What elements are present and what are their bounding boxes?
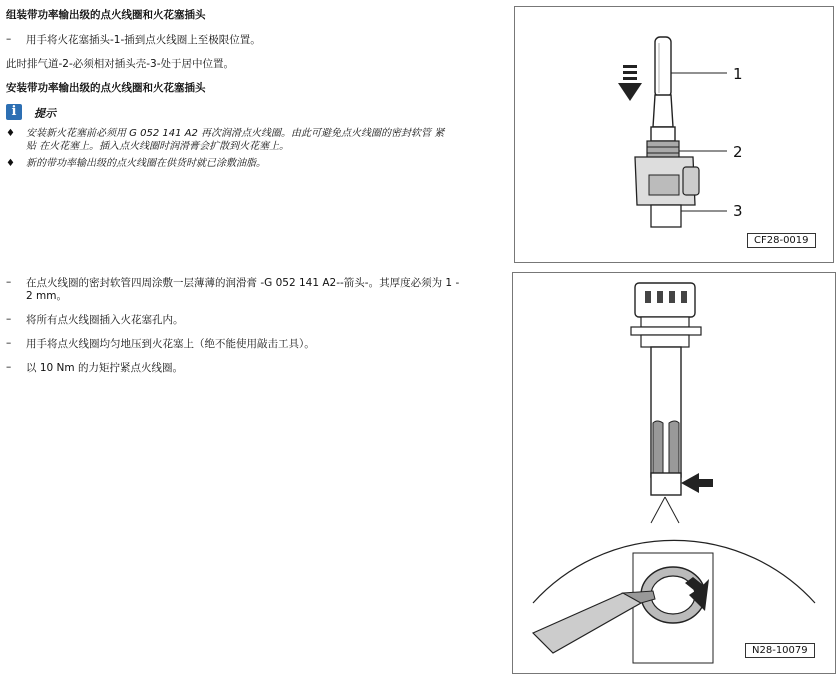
figure-grease-coil (512, 272, 836, 674)
note-label: 提示 (34, 107, 56, 120)
dash-marker: – (6, 313, 12, 325)
coil-plug-drawing (515, 7, 833, 262)
grease-coil-drawing (513, 273, 835, 673)
step-insert-plug: 用手将火花塞插头-1-插到点火线圈上至极限位置。 (26, 34, 261, 46)
figure-code-label: CF28-0019 (747, 233, 816, 248)
section-heading-assemble: 组装带功率输出级的点火线圈和火花塞插头 (6, 9, 206, 21)
callout-1: 1 (733, 65, 743, 83)
bullet-marker: ♦ (6, 158, 15, 169)
step-exhaust-centered: 此时排气道-2-必须相对插头壳-3-处于居中位置。 (6, 58, 235, 70)
figure-coil-plug (514, 6, 834, 263)
step-torque: 以 10 Nm 的力矩拧紧点火线圈。 (26, 362, 183, 374)
note-text-line2: 贴 在火花塞上。插入点火线圈时润滑膏会扩散到火花塞上。 (26, 141, 290, 152)
arrow-left-icon (681, 473, 713, 493)
step-apply-grease-cont: 2 mm。 (26, 290, 67, 302)
down-arrow-icon (618, 65, 642, 101)
note-text-line1: 安装新火花塞前必须用 G 052 141 A2 再次润滑点火线圈。由此可避免点火线圈的密封软管 紧 (26, 128, 445, 139)
info-icon: i (6, 104, 22, 120)
bullet-marker: ♦ (6, 128, 15, 139)
step-apply-grease: 在点火线圈的密封软管四周涂敷一层薄薄的润滑膏 -G 052 141 A2--箭头-。其厚度必须为 1 - (26, 277, 460, 289)
note-text-line3: 新的带功率输出级的点火线圈在供货时就已涂敷油脂。 (26, 158, 266, 169)
callout-3: 3 (733, 202, 743, 220)
dash-marker: – (6, 337, 12, 349)
section-heading-install: 安装带功率输出级的点火线圈和火花塞插头 (6, 82, 206, 94)
dash-marker: – (6, 361, 12, 373)
figure-code-label: N28-10079 (745, 643, 815, 658)
callout-2: 2 (733, 143, 743, 161)
dash-marker: – (6, 276, 12, 288)
step-insert-coils: 将所有点火线圈插入火花塞孔内。 (26, 314, 184, 326)
dash-marker: – (6, 33, 12, 45)
step-press-by-hand: 用手将点火线圈均匀地压到火花塞上（绝不能使用敲击工具）。 (26, 338, 315, 350)
